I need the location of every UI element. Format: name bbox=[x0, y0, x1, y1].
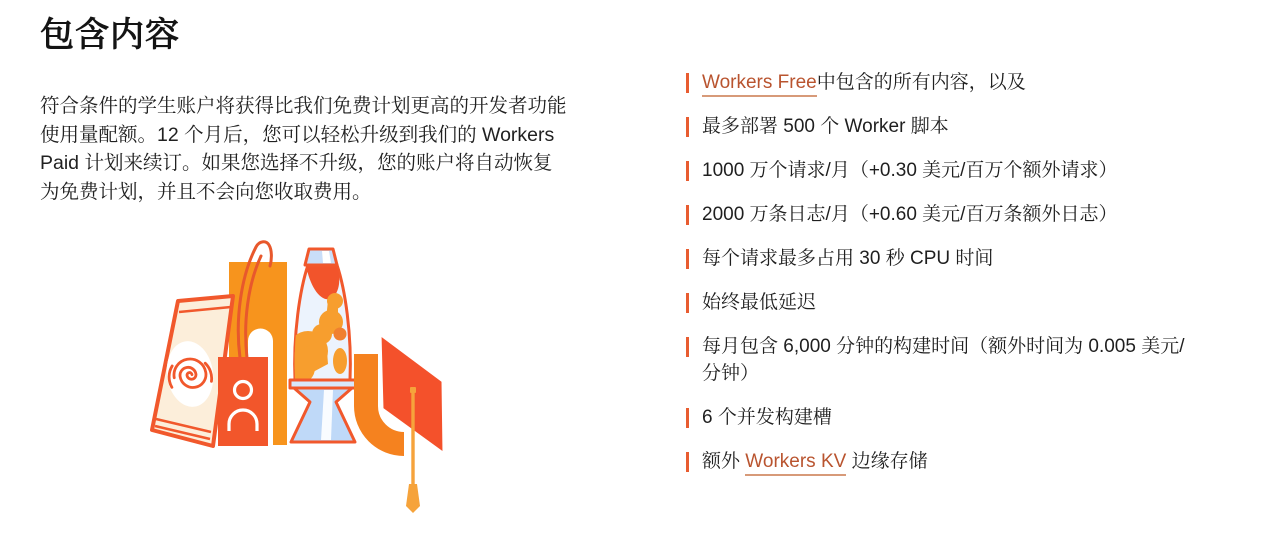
feature-item bbox=[686, 404, 1191, 431]
feature-bullet-bar bbox=[686, 408, 689, 428]
feature-text: 1000 万个请求/月（+0.30 美元/百万个额外请求） bbox=[702, 160, 1118, 181]
feature-bullet-bar bbox=[686, 293, 689, 313]
lava-blob-side bbox=[333, 348, 347, 374]
feature-link[interactable]: Workers Free bbox=[702, 72, 817, 97]
lava-blob-small bbox=[334, 328, 347, 341]
feature-link[interactable]: Workers KV bbox=[745, 451, 846, 476]
feature-text: 始终最低延迟 bbox=[702, 292, 817, 313]
feature-text: 额外 Workers KV 边缘存储 bbox=[702, 448, 928, 475]
feature-list bbox=[686, 69, 1191, 475]
feature-item bbox=[686, 448, 1191, 475]
feature-item bbox=[686, 69, 1191, 96]
page-title: 包含内容 bbox=[40, 16, 180, 54]
feature-bullet-bar bbox=[686, 249, 689, 269]
student-perks-illustration-svg bbox=[150, 234, 465, 526]
feature-text: 最多部署 500 个 Worker 脚本 bbox=[702, 116, 949, 137]
feature-item bbox=[686, 245, 1191, 272]
feature-item bbox=[686, 333, 1191, 387]
feature-item bbox=[686, 289, 1191, 316]
lamp-cap bbox=[305, 249, 337, 265]
feature-bullet-bar bbox=[686, 205, 689, 225]
id-tag bbox=[218, 357, 268, 446]
feature-item bbox=[686, 157, 1191, 184]
intro-column bbox=[40, 0, 585, 206]
feature-bullet-bar bbox=[686, 452, 689, 472]
feature-text: 6 个并发构建槽 bbox=[702, 407, 832, 428]
feature-text: Workers Free中包含的所有内容，以及 bbox=[702, 69, 1026, 96]
feature-text: 每个请求最多占用 30 秒 CPU 时间 bbox=[702, 248, 994, 269]
feature-bullet-bar bbox=[686, 73, 689, 93]
feature-item bbox=[686, 113, 1191, 140]
feature-bullet-bar bbox=[686, 117, 689, 137]
graduation-cap bbox=[366, 334, 444, 513]
lava-lamp bbox=[283, 249, 356, 442]
feature-text: 每月包含 6,000 分钟的构建时间（额外时间为 0.005 美元/分钟） bbox=[702, 336, 1185, 384]
student-perks-illustration bbox=[150, 234, 465, 526]
features-column bbox=[686, 69, 1191, 492]
feature-bullet-bar bbox=[686, 161, 689, 181]
feature-text: 2000 万条日志/月（+0.60 美元/百万条额外日志） bbox=[702, 204, 1118, 225]
plan-description: 符合条件的学生账户将获得比我们免费计划更高的开发者功能使用量配额。12 个月后，您可以轻松升级到我们的 Workers Paid 计划来续订。如果您选择不升级，您的账户将自动恢复为免费计划，并且不会向您收取费用。 bbox=[40, 95, 567, 203]
feature-bullet-bar bbox=[686, 337, 689, 357]
feature-item bbox=[686, 201, 1191, 228]
